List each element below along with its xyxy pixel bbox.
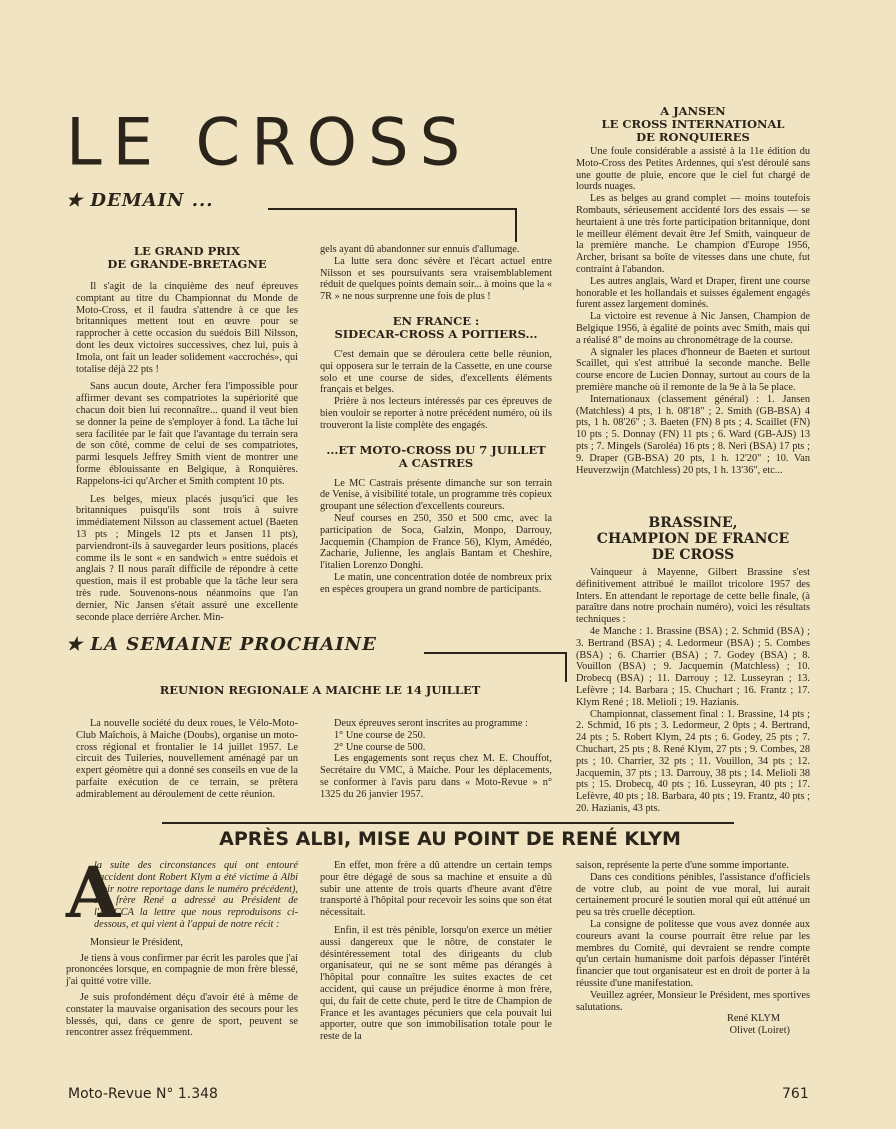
- paragraph: La victoire est revenue à Nic Jansen, Champion de Belgique 1956, à égalité de points avec Smith, mais qui a réalisé 8" de moins au chronométrage de la course.: [576, 311, 810, 346]
- section-semaine-heading: ★ LA SEMAINE PROCHAINE: [66, 634, 377, 655]
- paragraph: Il s'agit de la cinquième des neuf épreuves comptant au titre du Championnat du Monde de Moto-Cross, et il faudra s'attendre à ce que les britanniques mettent tout en œuvre pour se rapprocher à cette occasion du suédois Bill Nilsson, dont les deux victoires successives, chez lui, puis à Imola, ont fait un leader solidement «accrochés», qui totalise déjà 22 pts !: [76, 281, 298, 375]
- section-rule: [268, 208, 516, 210]
- article-heading: A JANSEN: [660, 104, 726, 118]
- paragraph: A signaler les places d'honneur de Baeten et surtout Scaillet, qui s'est attribué la seconde manche. Belle course encore de Lucien Donnay, surtout au cours de la première manche où il remonte de la 9e à la 5e place.: [576, 346, 810, 393]
- section-rule-vertical: [515, 208, 517, 242]
- list-item: 1° Une course de 250.: [334, 729, 426, 741]
- article-column-2: [320, 244, 552, 596]
- paragraph: Vainqueur à Mayenne, Gilbert Brassine s'est définitivement attribué le maillot tricolore 1957 des Inters. En attendant le reportage de cette belle finale, (à paraître dans notre prochain numéro), voici les résultats techniques :: [576, 567, 810, 626]
- paragraph: la suite des circonstances qui ont entouré l'accident dont Robert Klym a été victime à Albi (voir notre reportage dans le numéro précédent), son frère René a adressé au Président de l'AMCCA la lettre que nous reproduisons ci-dessous, et qui vient à l'appui de notre récit :: [94, 860, 298, 930]
- paragraph: Le MC Castrais présente dimanche sur son terrain de Venise, à visibilité totale, un programme très copieux groupant une sélection d'excellents coureurs.: [320, 477, 552, 513]
- article-heading: DE GRANDE-BRETAGNE: [107, 257, 267, 271]
- article-heading: LE CROSS INTERNATIONAL: [601, 117, 785, 131]
- article-heading: DE RONQUIERES: [636, 130, 750, 144]
- paragraph: Internationaux (classement général) : 1. Jansen (Matchless) 4 pts, 1 h. 08'18" ; 2. Smith (GB-BSA) 4 pts, 1 h. 08'26" ; 3. Baeten (FN) 8 pts ; 4. Scaillet (FN) 10 pts ; 5. Donnay (FN) 11 pts ; 6. Ward (GB-AJS) 13 pts ; 7. Mingels (Saroléa) 16 pts ; 8. Neri (BSA) 17 pts ; 9. Draper (GB-BSA) 20 pts, 1 h. 12'20" ; 10. Van Heuverzwijn (Matchless) 20 pts, 1 h. 13'36", etc...: [576, 393, 810, 476]
- paragraph: Monsieur le Président,: [90, 936, 183, 948]
- paragraph: Une foule considérable a assisté à la 11e édition du Moto-Cross des Petites Ardennes, qui s'est déroulé sans une goutte de pluie, encore que le ciel fut chargé de lourds nuages.: [576, 146, 810, 193]
- page-title: LE CROSS: [66, 105, 472, 181]
- paragraph: Le matin, une concentration dotée de nombreux prix en espèces groupera un grand nombre de participants.: [320, 571, 552, 595]
- footer-issue: Moto-Revue N° 1.348: [68, 1086, 218, 1102]
- paragraph: Les autres anglais, Ward et Draper, firent une course honorable et les hollandais et suisses également engagés furent assez largement dominés.: [576, 275, 810, 311]
- page-number: 761: [782, 1086, 809, 1102]
- article-heading: LE GRAND PRIX: [133, 244, 241, 258]
- article-heading: BRASSINE,: [648, 515, 738, 531]
- article-albi-col3: [576, 860, 810, 1037]
- article-brassine: [576, 515, 810, 815]
- paragraph: Deux épreuves seront inscrites au programme :: [334, 718, 528, 729]
- paragraph: Je tiens à vous confirmer par écrit les paroles que j'ai prononcées lorsque, en compagnie de mon frère blessé, j'ai quitté votre ville.: [66, 952, 299, 988]
- paragraph: Les as belges au grand complet — moins toutefois Rombauts, sérieusement accidenté lors des essais — se heurtaient à une très forte participation britannique, dont le meilleur élément devait être Jef Smith, vainqueur de la première manche. Le champion d'Europe 1956, Archer, brisant sa boîte de vitesses dans une chute, fut contraint à l'abandon.: [576, 193, 810, 275]
- article-heading: SIDECAR-CROSS A POITIERS...: [334, 326, 538, 341]
- section-rule: [162, 822, 734, 824]
- article-heading: DE CROSS: [651, 547, 735, 563]
- section-rule: [424, 652, 566, 654]
- article-heading: APRÈS ALBI, MISE AU POINT DE RENÉ KLYM: [219, 828, 681, 850]
- paragraph: Prière à nos lecteurs intéressés par ces épreuves de bien vouloir se reporter à notre précédent numéro, où ils trouveront la liste complète des engagés.: [320, 396, 552, 431]
- paragraph: La lutte sera donc sévère et l'écart actuel entre Nilsson et ses poursuivants sera vraisemblablement réduit de quelques points demain soir... à moins que la « 7R » ne nous surprenne une fois de plus !: [320, 255, 552, 303]
- paragraph: Sans aucun doute, Archer fera l'impossible pour affirmer devant ses compatriotes la supériorité que chacun doit bien lui reconnaître... quand il veut bien se donner la peine de s'employer à fond. La tâche lui sera facilitée par le fait que l'avantage du terrain sera de son côté, comme de celui de ses compatriotes, parmi lesquels Jeffrey Smith vient de montrer une forme éblouissante en Belgique, à Ronquières. Rappelons-ici qu'Archer et Smith comptent 10 pts.: [76, 381, 298, 487]
- paragraph: Les engagements sont reçus chez M. E. Chouffot, Secrétaire du VMC, à Maiche. Pour les déplacements, se conformer à l'avis paru dans « Moto-Revue » n° 1325 du 26 janvier 1957.: [320, 753, 552, 800]
- paragraph: saison, représente la perte d'une somme importante.: [576, 860, 789, 871]
- article-heading: A CASTRES: [398, 455, 474, 470]
- paragraph: Les belges, mieux placés jusqu'ici que les britanniques puisqu'ils sont trois à suivre immédiatement Nilsson au classement actuel (Baeten 13 pts ; Mingels 12 pts et Jansen 11 pts), parviendront-ils à sauvegarder leurs positions, placés comme ils le sont « en sandwich » entre suédois et anglais ? Il nous paraît difficile de répondre à cette question, mais il est probable que la tâche leur sera très rude. Souvenons-nous néanmoins que l'an dernier, Nic Jansen s'était assuré une excellente seconde place derrière Archer. Min-: [76, 493, 298, 623]
- paragraph: Dans ces conditions pénibles, l'assistance d'officiels de votre club, au point de vue moral, lui aurait certainement procuré le soutien moral qui eût atténué un peu sa très cruelle déception.: [576, 871, 810, 919]
- paragraph: En effet, mon frère a dû attendre un certain temps pour être dégagé de sous sa machine et ensuite a dû subir une attente de trois quarts d'heure avant d'être transporté à l'hôpital pour recevoir les soins que son état nécessitait.: [320, 860, 552, 919]
- signature-place: Olivet (Loiret): [729, 1025, 790, 1037]
- paragraph: La consigne de politesse que vous avez donnée aux coureurs avant la course pourrait être relue par les membres du Comité, qui devraient se rendre compte qu'un certain humanisme doit parfois dépasser l'intérêt financier que tout organisateur est en droit de porter à la réussite d'une manifestation.: [576, 918, 810, 989]
- paragraph: 4e Manche : 1. Brassine (BSA) ; 2. Schmid (BSA) ; 3. Bertrand (BSA) ; 4. Ledormeur (BSA) ; 5. Combes (BSA) ; 6. Charrier (BSA) ; 7. Godey (BSA) ; 8. Vouillon (BSA) ; 9. Jacquemin (Matchless) ; 10. Drobecq (BSA) ; 11. Darrouy ; 12. Lusseyran ; 13. Lefèvre ; 14. Barbara ; 15. Chuchart ; 16. Frantz ; 17. Klym René ; 18. Melioli ; 19. Hazianis.: [576, 625, 810, 708]
- article-maiche-col1: [76, 718, 298, 801]
- paragraph: Enfin, il est très pénible, lorsqu'on exerce un métier aussi dangereux que le nôtre, de constater le désintéressement total des dirigeants du club organisateur, qui ne se sont même pas dérangés à l'hôpital pour connaître les suites exactes de cet accident, qui cause un préjudice énorme à mon frère, qui, du fait de cette chute, perd le titre de Champion de France et les avantages pécuniers que cela pouvait lui apporter, outre que son immobilisation totale pour le reste de la: [320, 924, 552, 1043]
- article-grand-prix: [76, 245, 298, 623]
- article-heading: EN FRANCE :: [392, 313, 480, 328]
- paragraph: C'est demain que se déroulera cette belle réunion, qui opposera sur le terrain de la Cassette, en une course solo et une course de sides, d'excellents éléments français et belges.: [320, 348, 552, 396]
- paragraph: Neuf courses en 250, 350 et 500 cmc, avec la participation de Soca, Galzin, Monpo, Darrouy, Jacquemin (Champion de France 56), Klym, Amédéo, Zacharie, Julienne, les anglais Bantam et Cheshire, l'italien Lorenzo Donghi.: [320, 512, 552, 572]
- article-heading: REUNION REGIONALE A MAICHE LE 14 JUILLET: [159, 683, 481, 697]
- section-demain-heading: ★ DEMAIN ...: [66, 190, 214, 211]
- paragraph: La nouvelle société du deux roues, le Vélo-Moto-Club Maîchois, à Maiche (Doubs), organise un moto-cross régional et frontalier le 14 juillet 1957. Le circuit des Tuileries, nouvellement aménagé par un expert géomètre qui a donné ses conseils en vue de la parfaite exécution de ce terrain, se prêtera admirablement au déroulement de cette réunion.: [76, 718, 298, 800]
- list-item: 2° Une course de 500.: [334, 741, 426, 753]
- article-albi-col2: [320, 860, 552, 1043]
- paragraph: Je suis profondément déçu d'avoir été à même de constater la mauvaise organisation des secours pour les blessés, qui, dans ce genre de sport, peuvent se rencontrer assez fréquemment.: [66, 991, 298, 1039]
- article-heading: ...ET MOTO-CROSS DU 7 JUILLET: [326, 442, 546, 457]
- article-maiche-col2: [320, 718, 552, 801]
- paragraph: Veuillez agréer, Monsieur le Président, mes sportives salutations.: [576, 989, 810, 1013]
- dropcap: A: [66, 851, 121, 934]
- paragraph: gels ayant dû abandonner sur ennuis d'allumage.: [320, 244, 520, 255]
- paragraph: Championnat, classement final : 1. Brassine, 14 pts ; 2. Schmid, 16 pts ; 3. Ledormeur, 2 0pts ; 4. Bertrand, 24 pts ; 5. Robert Klym, 24 pts ; 6. Godey, 25 pts ; 7. Chuchart, 25 pts ; 8. René Klym, 27 pts ; 9. Combes, 28 pts ; 10. Charrier, 32 pts ; 11. Vouillon, 34 pts ; 12. Jacquemin, 37 pts ; 13. Darrouy, 38 pts ; 14. Melioli 38 pts ; 15. Drobecq, 40 pts ; 16. Lusseyran, 40 pts ; 17. Lefèvre, 40 pts ; 18. Barbara, 40 pts ; 19. Frantz, 40 pts ; 20. Hazianis, 43 pts.: [576, 708, 810, 814]
- article-heading: CHAMPION DE FRANCE: [596, 531, 790, 547]
- article-jansen: [576, 105, 810, 476]
- signature-name: René KLYM: [726, 1013, 780, 1025]
- article-albi-col1: [66, 851, 299, 1039]
- section-rule-vertical: [565, 652, 567, 682]
